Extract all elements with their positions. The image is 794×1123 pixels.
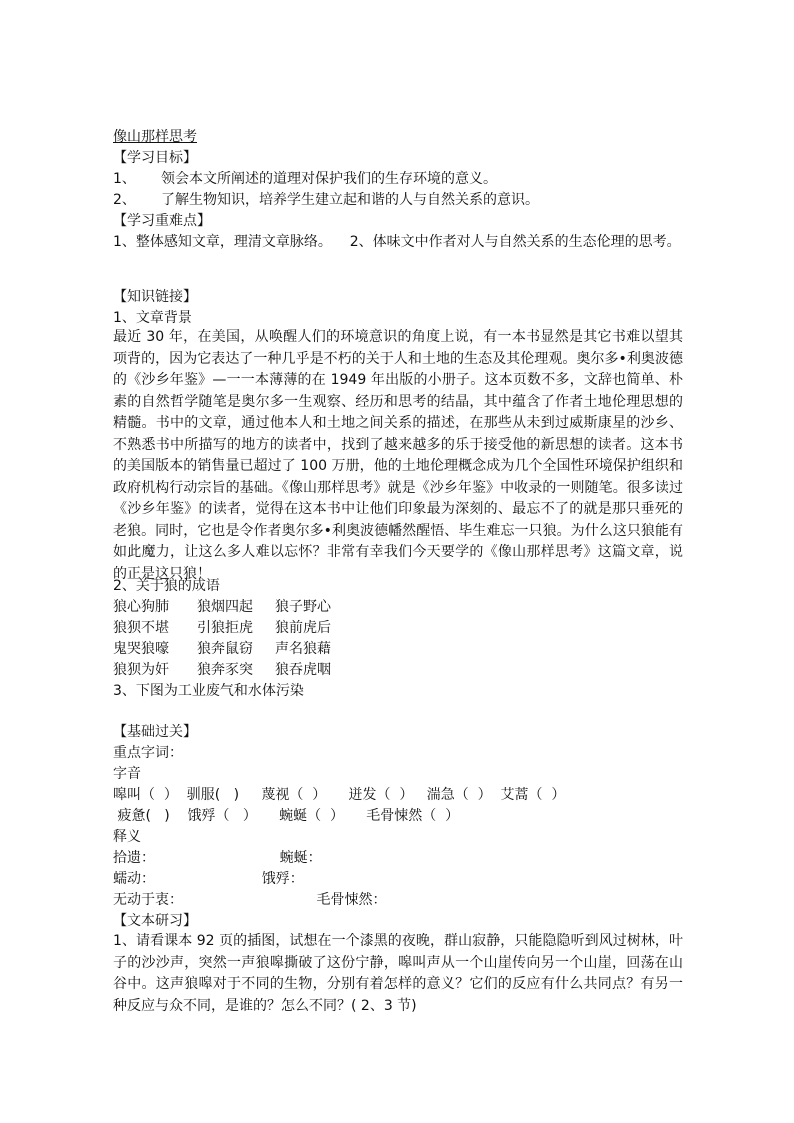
study-heading: 【文本研习】	[113, 913, 197, 929]
meaning-line: 无动于衷： 毛骨悚然：	[113, 892, 387, 908]
meaning-heading: 释义	[113, 829, 141, 845]
background-subheading: 1、文章背景	[113, 310, 192, 326]
background-paragraph: 最近 30 年，在美国，从唤醒人们的环境意识的角度上说，有一本书显然是其它书难以望其项背的，因为它表达了一种几乎是不朽的关于人和土地的生态及其伦理观。奥尔多•利奥波德的《沙乡年鉴》—一一本薄薄的在 1949 年出版的小册子。这本页数不多，文辞也简单、朴素的自然哲学随笔是奥尔多一生观察、经历和思考的结晶，其中蕴含了作者土地伦理思想的精髓。书中的文章，通过他本人和土地之间关系的描述，在那些从未到过威斯康星的沙乡、不熟悉书中所描写的地方的读者中，找到了越来越多的乐于接受他的新思想的读者。这本书的美国版本的销售量已超过了 100 万册，他的土地伦理概念成为几个全国性环境保护组织和政府机构行动宗旨的基础。《像山那样思考》就是《沙乡年鉴》中收录的一则随笔。很多读过《沙乡年鉴》的读者，觉得在这本书中让他们印象最为深刻的、最忘不了的就是那只垂死的老狼。同时，它也是令作者奥尔多•利奥波德幡然醒悟、毕生难忘一只狼。为什么这只狼能有如此魔力，让这么多人难以忘怀？非常有幸我们今天要学的《像山那样思考》这篇文章，说的正是这只狼！	[113, 329, 683, 582]
idiom: 引狼拒虎	[197, 620, 253, 636]
pronunciation-line: 疲惫( ) 饿殍（ ） 蜿蜒（ ） 毛骨悚然（ ）	[113, 808, 460, 824]
idiom: 狼奔鼠窃	[197, 641, 253, 657]
idiom: 狼狈为奸	[113, 662, 169, 678]
idiom-row	[113, 639, 331, 660]
objective-item	[113, 169, 497, 190]
idiom: 狼奔豕突	[197, 662, 253, 678]
idiom: 狼子野心	[275, 599, 331, 615]
study-question: 1、请看课本 92 页的插图，试想在一个漆黑的夜晚，群山寂静，只能隐隐听到风过树林，叶子的沙沙声，突然一声狼嗥撕破了这份宁静，嗥叫声从一个山崖传向另一个山崖，回荡在山谷中。这声狼嗥对于不同的生物，分别有着怎样的意义？它们的反应有什么共同点？有另一种反应与众不同，是谁的？怎么不同？( 2、3 节)	[113, 933, 683, 1014]
objective-number: 2、	[113, 192, 136, 208]
keypoints-text: 1、整体感知文章，理清文章脉络。 2、体味文中作者对人与自然关系的生态伦理的思考。	[113, 234, 681, 250]
objective-text: 领会本文所阐述的道理对保护我们的生存环境的意义。	[161, 171, 497, 187]
key-words-label: 重点字词：	[113, 745, 183, 761]
meaning-line: 拾遗： 蜿蜒：	[113, 850, 322, 866]
pronunciation-heading: 字音	[113, 766, 141, 782]
idiom: 声名狼藉	[275, 641, 331, 657]
basics-heading: 【基础过关】	[113, 724, 197, 740]
objectives-heading: 【学习目标】	[113, 150, 197, 166]
idiom: 鬼哭狼嚎	[113, 641, 169, 657]
idiom: 狼前虎后	[275, 620, 331, 636]
idiom: 狼吞虎咽	[275, 662, 331, 678]
objective-text: 了解生物知识，培养学生建立起和谐的人与自然关系的意识。	[161, 192, 539, 208]
idioms-subheading: 2、关于狼的成语	[113, 578, 220, 594]
idiom-row	[113, 618, 331, 639]
idiom: 狼烟四起	[197, 599, 253, 615]
pollution-subheading: 3、下图为工业废气和水体污染	[113, 683, 304, 699]
page-title: 像山那样思考	[113, 129, 197, 145]
objective-number: 1、	[113, 171, 136, 187]
keypoints-heading: 【学习重难点】	[113, 213, 211, 229]
idiom-row	[113, 660, 331, 681]
idiom: 狼心狗肺	[113, 599, 169, 615]
idiom: 狼狈不堪	[113, 620, 169, 636]
pronunciation-line: 嗥叫（ ） 驯服( ) 蔑视（ ） 迸发（ ） 湍急（ ） 艾蒿（ ）	[113, 787, 566, 803]
meaning-line: 蠕动： 饿殍：	[113, 871, 304, 887]
idiom-row	[113, 597, 331, 618]
objective-item	[113, 190, 539, 211]
knowledge-heading: 【知识链接】	[113, 289, 197, 305]
